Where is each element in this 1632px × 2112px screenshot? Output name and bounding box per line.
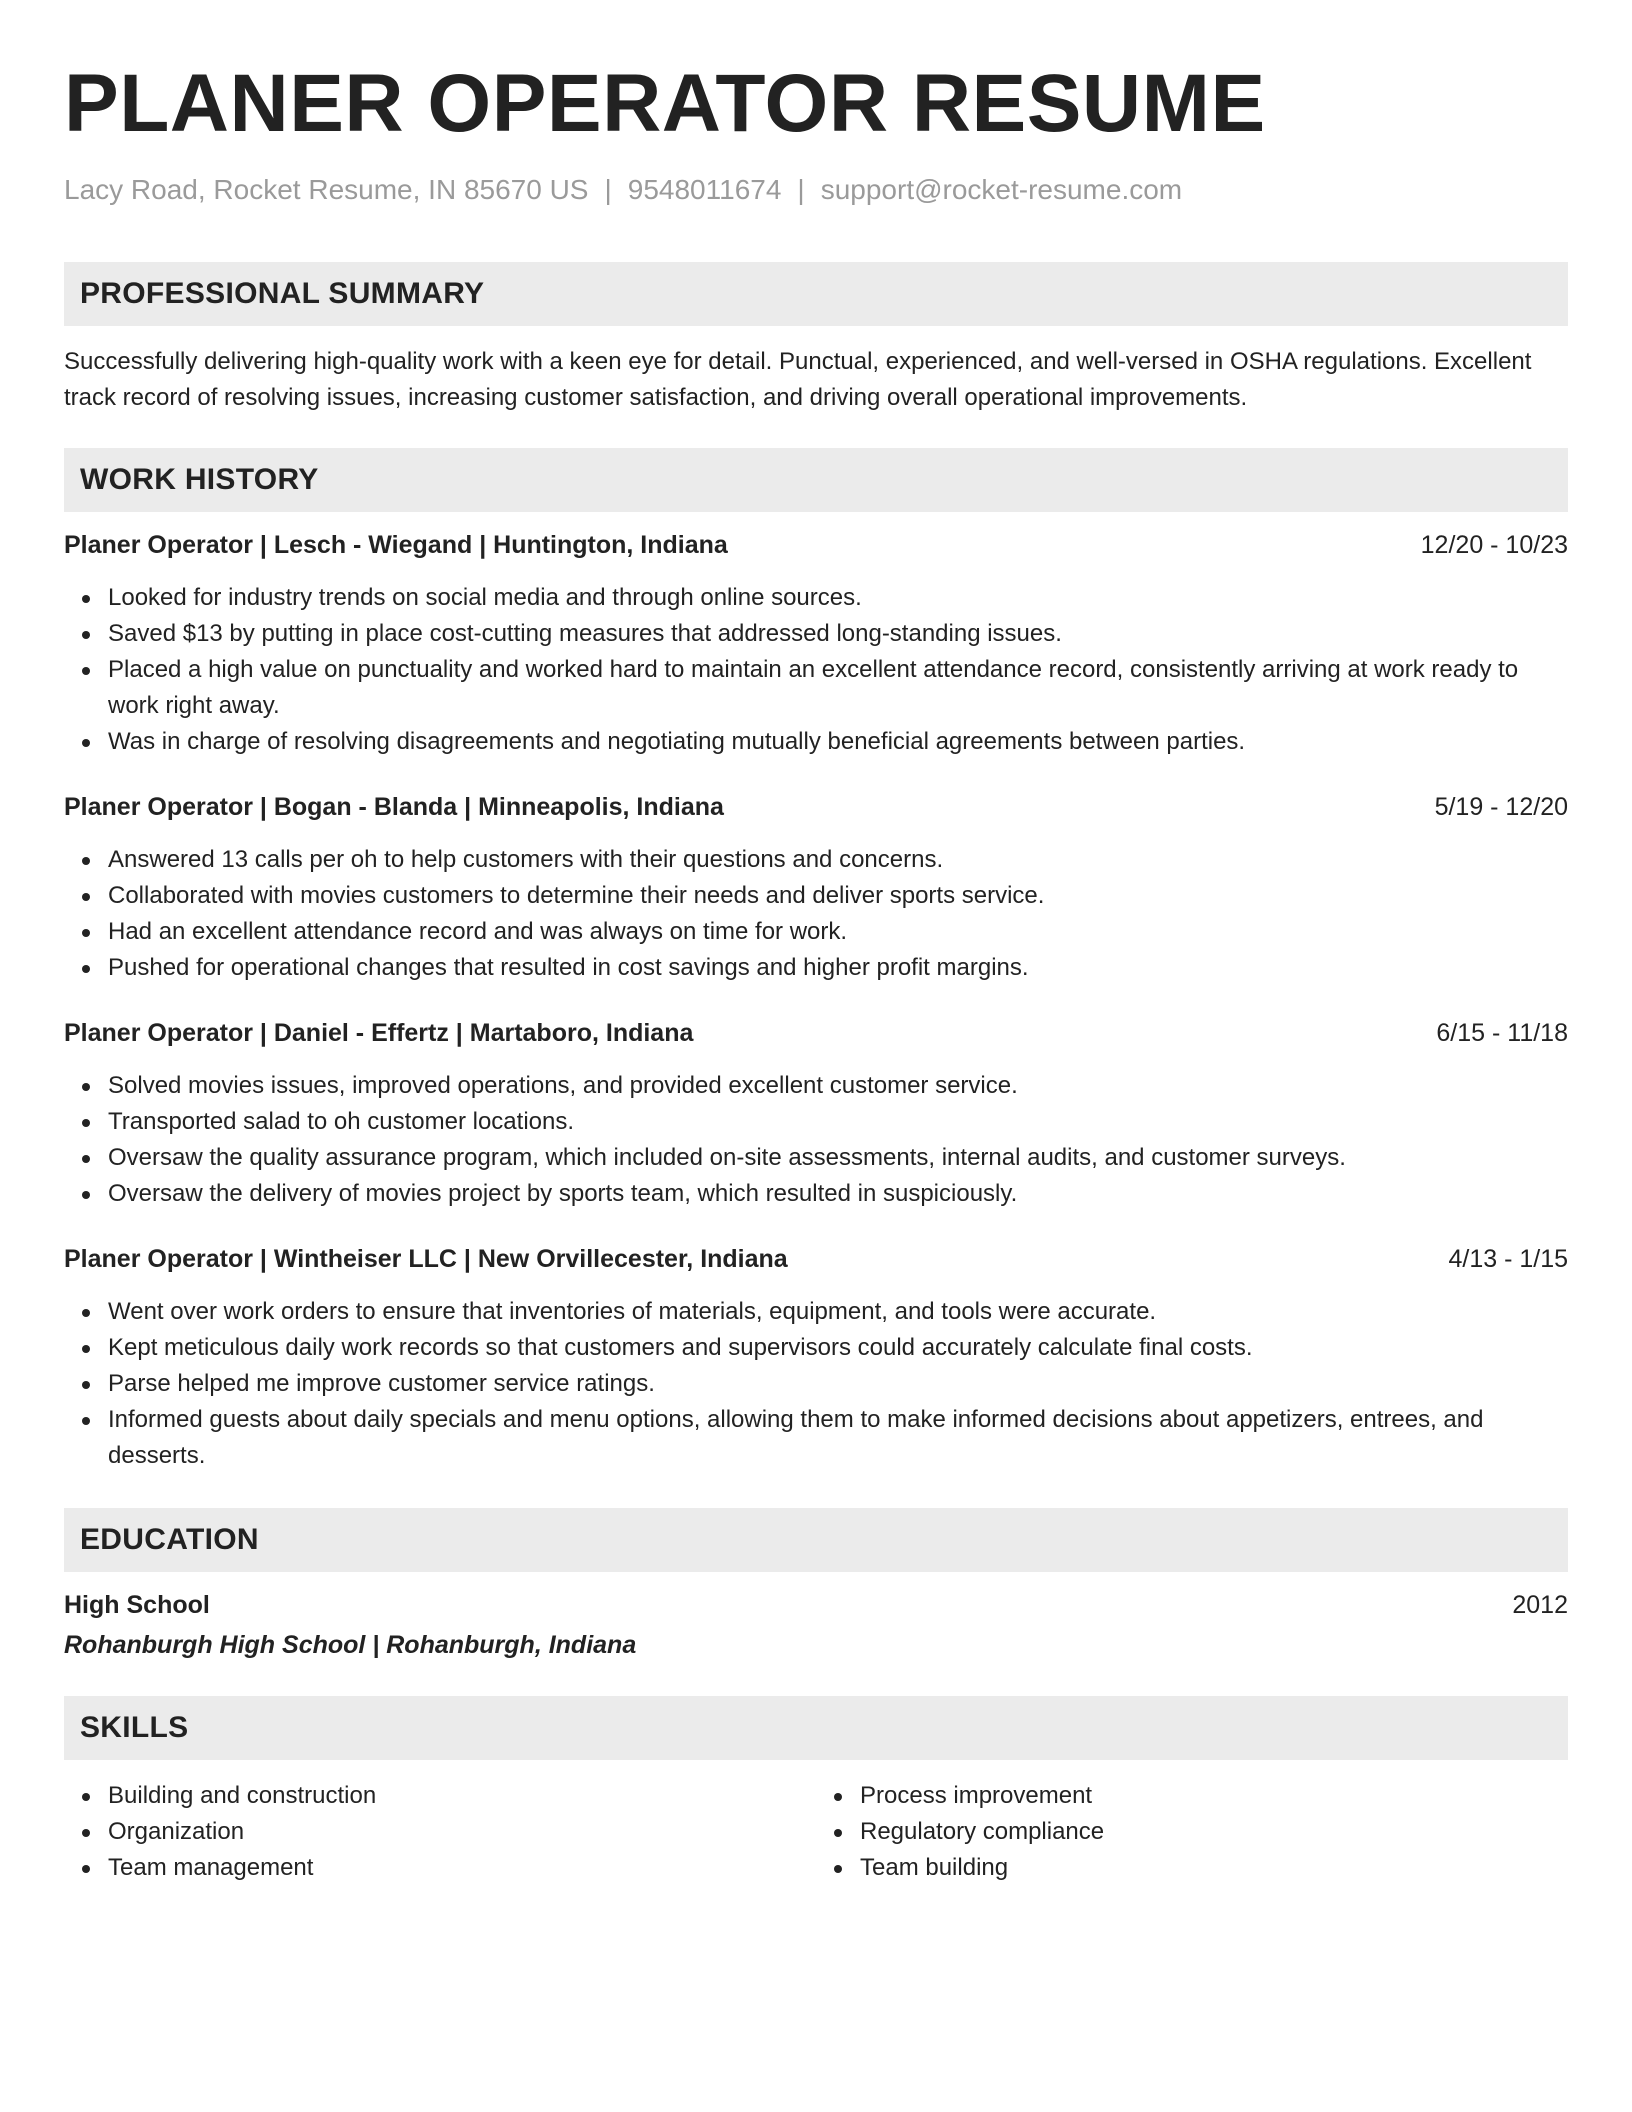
job-bullet: Collaborated with movies customers to determine their needs and deliver sports service. [108,878,1568,914]
skills-grid [64,1778,1568,1886]
section-header-education: EDUCATION [64,1508,1568,1572]
resume-title: PLANER OPERATOR RESUME [64,58,1266,149]
skill-item: Team management [108,1850,816,1886]
education-school: Rohanburgh High School | Rohanburgh, Indiana [64,1631,637,1659]
skills-column-left [64,1778,816,1886]
job-entry [64,1242,1568,1474]
job-bullet: Solved movies issues, improved operations, and provided excellent customer service. [108,1068,1568,1104]
section-header-skills: SKILLS [64,1696,1568,1760]
job-bullet: Had an excellent attendance record and was always on time for work. [108,914,1568,950]
job-title: Planer Operator | Lesch - Wiegand | Huntington, Indiana [64,531,728,559]
contact-separator: | [797,174,805,205]
skill-item: Team building [860,1850,1568,1886]
education-heading-line [64,1588,1568,1622]
job-entry [64,1016,1568,1212]
job-bullet: Placed a high value on punctuality and worked hard to maintain an excellent attendance record, consistently arriving at work ready to work right away. [108,652,1568,724]
contact-address: Lacy Road, Rocket Resume, IN 85670 US [64,174,589,205]
job-bullet: Transported salad to oh customer locations. [108,1104,1568,1140]
job-heading-line [64,528,1568,562]
education-degree: High School [64,1591,210,1619]
job-bullet: Oversaw the quality assurance program, which included on-site assessments, internal audits, and customer surveys. [108,1140,1568,1176]
job-bullet: Was in charge of resolving disagreements and negotiating mutually beneficial agreements between parties. [108,724,1568,760]
job-title: Planer Operator | Wintheiser LLC | New Orvillecester, Indiana [64,1245,788,1273]
job-bullet: Saved $13 by putting in place cost-cutting measures that addressed long-standing issues. [108,616,1568,652]
skill-item: Building and construction [108,1778,816,1814]
job-dates: 5/19 - 12/20 [1434,793,1568,821]
job-bullet: Answered 13 calls per oh to help customers with their questions and concerns. [108,842,1568,878]
job-bullets [64,1068,1568,1212]
job-bullet: Parse helped me improve customer service ratings. [108,1366,1568,1402]
contact-line [64,172,1568,208]
job-entry [64,790,1568,986]
contact-email: support@rocket-resume.com [820,174,1183,205]
job-bullets [64,1294,1568,1474]
job-bullet: Went over work orders to ensure that inventories of materials, equipment, and tools were accurate. [108,1294,1568,1330]
education-year: 2012 [1512,1591,1568,1619]
job-heading-line [64,790,1568,824]
skill-item: Process improvement [860,1778,1568,1814]
job-bullet: Oversaw the delivery of movies project by sports team, which resulted in suspiciously. [108,1176,1568,1212]
job-entry [64,528,1568,760]
job-bullets [64,842,1568,986]
skills-list [816,1778,1568,1886]
job-bullets [64,580,1568,760]
job-bullet: Informed guests about daily specials and menu options, allowing them to make informed decisions about appetizers, entrees, and desserts. [108,1402,1568,1474]
job-bullet: Kept meticulous daily work records so that customers and supervisors could accurately calculate final costs. [108,1330,1568,1366]
job-title: Planer Operator | Bogan - Blanda | Minneapolis, Indiana [64,793,724,821]
section-header-work-history: WORK HISTORY [64,448,1568,512]
job-dates: 12/20 - 10/23 [1420,531,1568,559]
summary-text: Successfully delivering high-quality work with a keen eye for detail. Punctual, experienced, and well-versed in OSHA regulations. Excellent track record of resolving issues, increasing customer satisfaction, and driving overall operational improvements. [64,348,1532,411]
job-title: Planer Operator | Daniel - Effertz | Martaboro, Indiana [64,1019,694,1047]
skills-column-right [816,1778,1568,1886]
job-bullet: Looked for industry trends on social media and through online sources. [108,580,1568,616]
job-heading-line [64,1016,1568,1050]
contact-separator: | [604,174,612,205]
job-heading-line [64,1242,1568,1276]
job-dates: 6/15 - 11/18 [1436,1019,1568,1047]
contact-phone: 9548011674 [627,174,782,205]
skill-item: Organization [108,1814,816,1850]
skills-list [64,1778,816,1886]
job-dates: 4/13 - 1/15 [1448,1245,1568,1273]
section-header-summary: PROFESSIONAL SUMMARY [64,262,1568,326]
job-bullet: Pushed for operational changes that resulted in cost savings and higher profit margins. [108,950,1568,986]
skill-item: Regulatory compliance [860,1814,1568,1850]
